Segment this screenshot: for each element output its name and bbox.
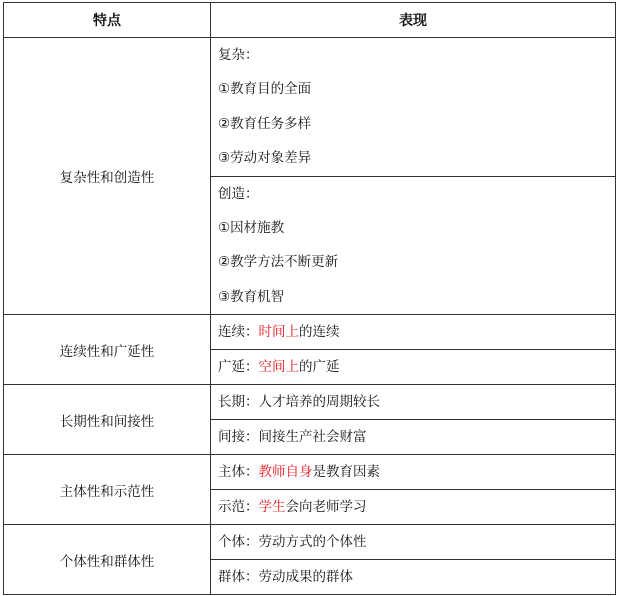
performance-cell — [211, 315, 616, 350]
table-row — [4, 315, 616, 350]
item-suffix: 是教育因素 — [312, 464, 380, 481]
group-line: ①教育目的全面 — [218, 81, 312, 98]
item-prefix: 主体： — [218, 464, 259, 481]
group-line: ③劳动对象差异 — [218, 150, 312, 167]
table-row — [4, 38, 616, 177]
feature-table — [3, 2, 616, 595]
performance-group-creative — [211, 176, 616, 315]
item-prefix: 间接：间接生产社会财富 — [218, 429, 367, 446]
performance-cell — [211, 350, 616, 385]
performance-cell — [211, 490, 616, 525]
group-line: ①因材施教 — [218, 219, 285, 236]
table-row — [4, 525, 616, 560]
group-line: ③教育机智 — [218, 288, 285, 305]
item-highlight: 时间上 — [258, 324, 299, 341]
feature-cell: 长期性和间接性 — [4, 385, 211, 455]
header-feature: 特点 — [4, 3, 211, 38]
feature-cell: 复杂性和创造性 — [4, 38, 211, 315]
item-suffix: 的广延 — [299, 359, 340, 376]
item-highlight: 教师自身 — [258, 464, 313, 481]
group-line: 创造： — [218, 185, 259, 202]
item-prefix: 连续： — [218, 324, 259, 341]
feature-cell: 主体性和示范性 — [4, 455, 211, 525]
group-line: ②教学方法不断更新 — [218, 254, 339, 271]
item-suffix: 会向老师学习 — [285, 499, 367, 516]
item-prefix: 群体：劳动成果的群体 — [218, 569, 353, 586]
table-row — [4, 455, 616, 490]
item-highlight: 空间上 — [258, 359, 299, 376]
item-highlight: 学生 — [258, 499, 286, 516]
item-suffix: 的连续 — [299, 324, 340, 341]
group-line: ②教育任务多样 — [218, 115, 312, 132]
item-prefix: 广延： — [218, 359, 259, 376]
performance-cell — [211, 420, 616, 455]
performance-cell — [211, 455, 616, 490]
item-prefix: 长期：人才培养的周期较长 — [218, 394, 380, 411]
performance-cell — [211, 560, 616, 595]
item-prefix: 示范： — [218, 499, 259, 516]
performance-cell — [211, 525, 616, 560]
performance-cell — [211, 385, 616, 420]
header-row — [4, 3, 616, 38]
feature-cell: 个体性和群体性 — [4, 525, 211, 595]
group-line: 复杂： — [218, 47, 259, 63]
header-performance: 表现 — [211, 3, 616, 38]
performance-group-complex — [211, 38, 616, 177]
table-row — [4, 385, 616, 420]
item-prefix: 个体：劳动方式的个体性 — [218, 534, 367, 551]
feature-cell: 连续性和广延性 — [4, 315, 211, 385]
